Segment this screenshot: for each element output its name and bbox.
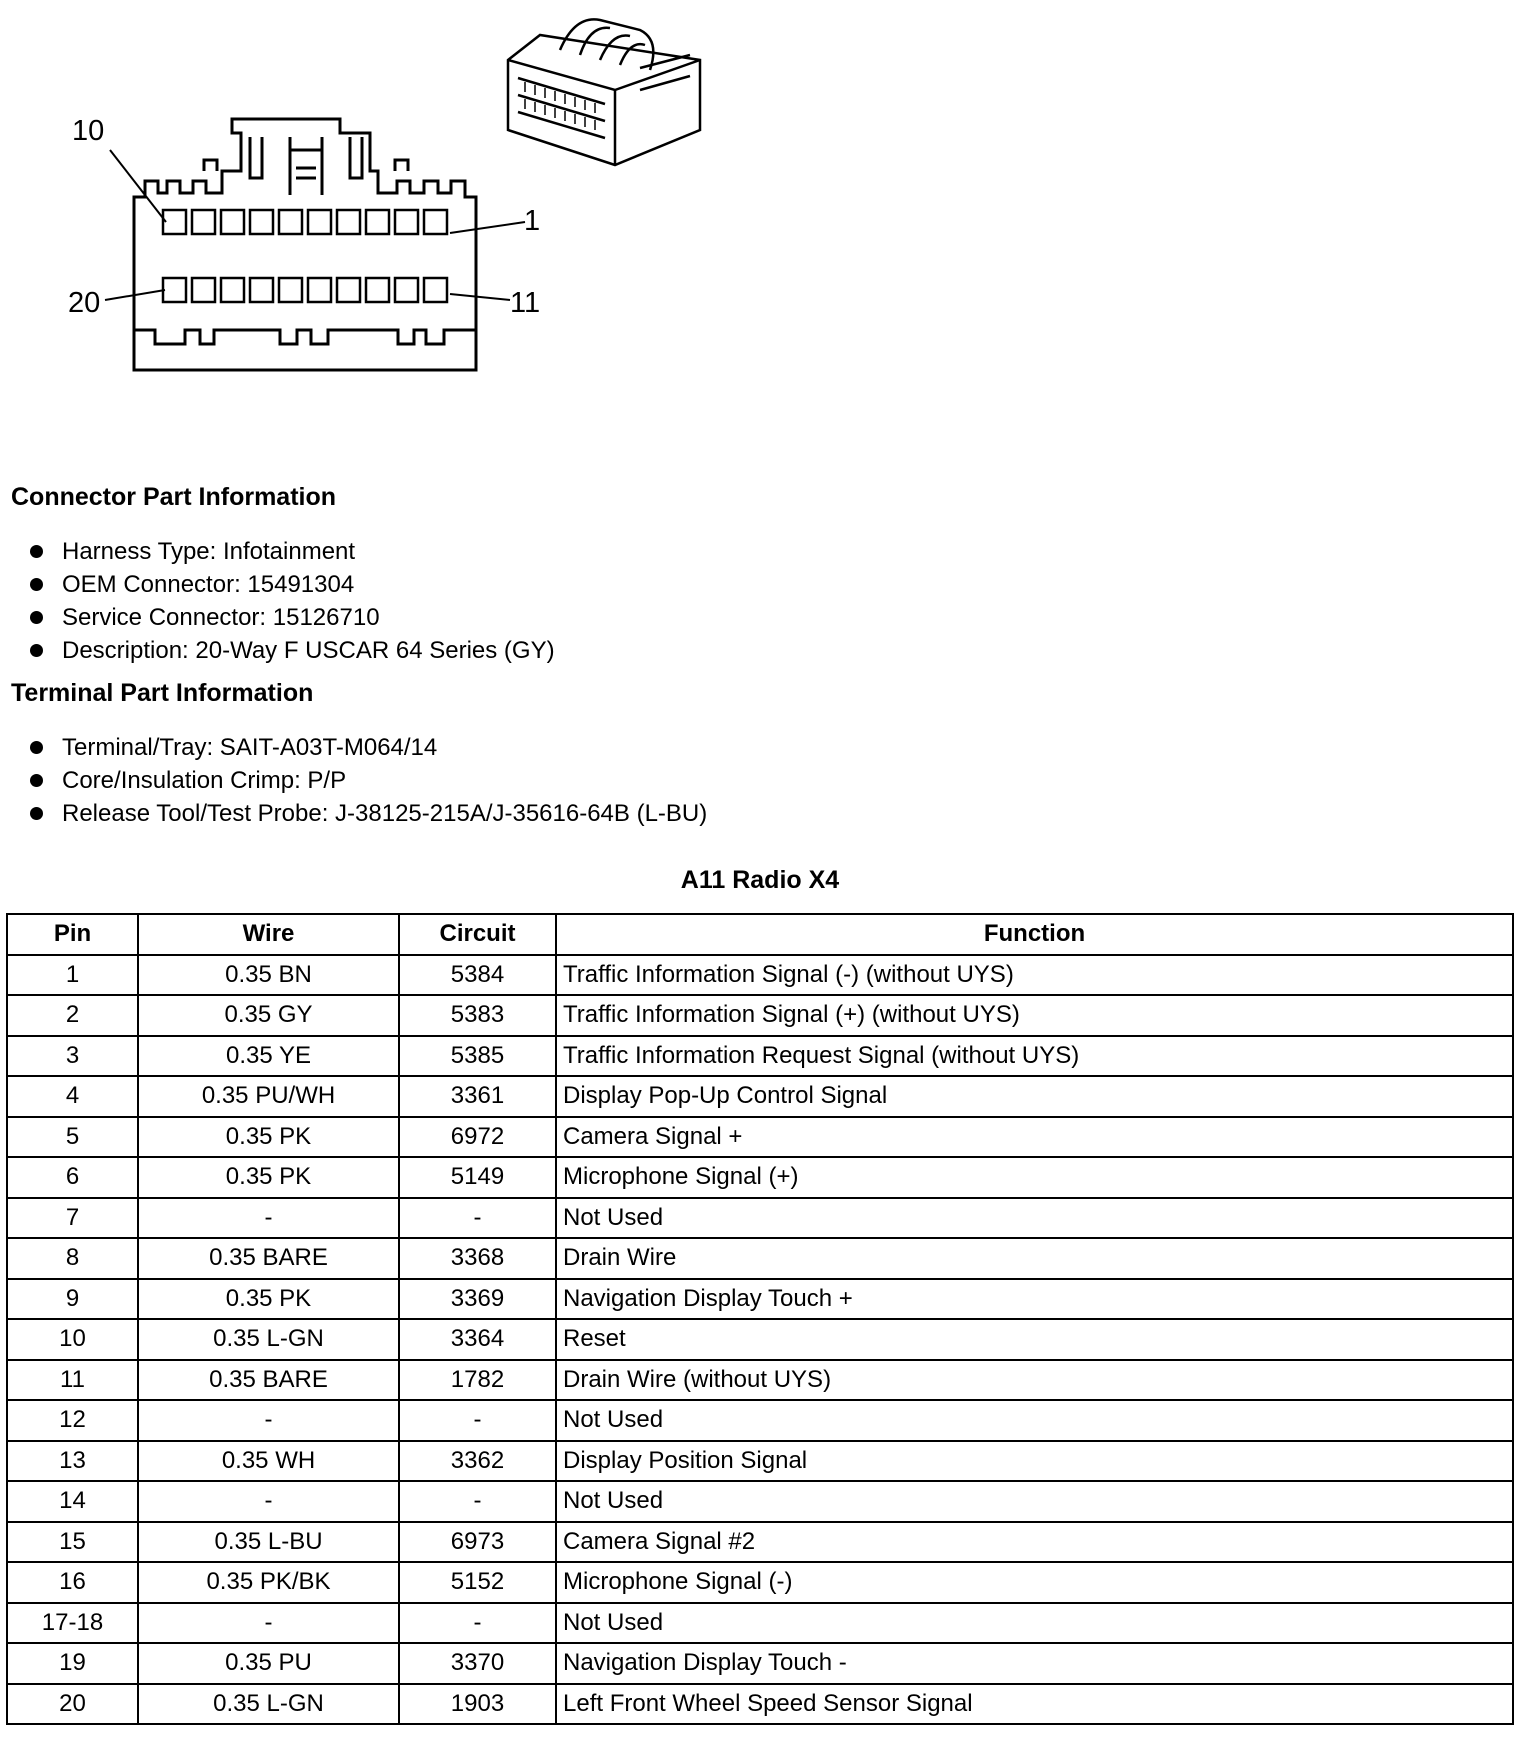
circuit-cell: - <box>399 1400 556 1441</box>
wire-cell: 0.35 BN <box>138 955 399 996</box>
header-wire: Wire <box>138 914 399 955</box>
table-row <box>7 1198 1513 1239</box>
wire-cell: 0.35 PU <box>138 1643 399 1684</box>
function-cell: Traffic Information Signal (+) (without UYS) <box>556 995 1513 1036</box>
cavity <box>424 210 447 234</box>
table-row <box>7 1076 1513 1117</box>
circuit-cell: 3369 <box>399 1279 556 1320</box>
wire-cell: - <box>138 1603 399 1644</box>
circuit-cell: 6973 <box>399 1522 556 1563</box>
pin-cell: 17-18 <box>7 1603 138 1644</box>
cavity <box>163 210 186 234</box>
function-cell: Display Position Signal <box>556 1441 1513 1482</box>
function-cell: Camera Signal + <box>556 1117 1513 1158</box>
circuit-cell: 5149 <box>399 1157 556 1198</box>
table-title: A11 Radio X4 <box>680 866 840 894</box>
circuit-cell: 1903 <box>399 1684 556 1725</box>
pin-cell: 9 <box>7 1279 138 1320</box>
table-row <box>7 1522 1513 1563</box>
cavity <box>395 278 418 302</box>
wire-cell: 0.35 L-GN <box>138 1684 399 1725</box>
pin-cell: 15 <box>7 1522 138 1563</box>
circuit-cell: 5383 <box>399 995 556 1036</box>
table-row <box>7 1319 1513 1360</box>
list-item: OEM Connector: 15491304 <box>30 568 555 601</box>
cavity <box>163 278 186 302</box>
function-cell: Not Used <box>556 1400 1513 1441</box>
function-cell: Microphone Signal (-) <box>556 1562 1513 1603</box>
table-row <box>7 1603 1513 1644</box>
cavity <box>221 278 244 302</box>
table-row <box>7 1279 1513 1320</box>
function-cell: Left Front Wheel Speed Sensor Signal <box>556 1684 1513 1725</box>
pin-label-1: 1 <box>524 205 541 237</box>
table-row <box>7 1238 1513 1279</box>
circuit-cell: 3364 <box>399 1319 556 1360</box>
pin-cell: 12 <box>7 1400 138 1441</box>
wire-cell: 0.35 WH <box>138 1441 399 1482</box>
cavity <box>308 210 331 234</box>
pin-cell: 19 <box>7 1643 138 1684</box>
list-item: Terminal/Tray: SAIT-A03T-M064/14 <box>30 731 707 764</box>
table-header-row <box>7 914 1513 955</box>
function-cell: Not Used <box>556 1603 1513 1644</box>
cavity <box>250 210 273 234</box>
cavity <box>221 210 244 234</box>
table-row <box>7 995 1513 1036</box>
pin-cell: 8 <box>7 1238 138 1279</box>
pinout-table <box>6 913 1514 1725</box>
wire-cell: 0.35 BARE <box>138 1238 399 1279</box>
wire-cell: - <box>138 1198 399 1239</box>
function-cell: Navigation Display Touch - <box>556 1643 1513 1684</box>
function-cell: Camera Signal #2 <box>556 1522 1513 1563</box>
circuit-cell: - <box>399 1198 556 1239</box>
pin-cell: 2 <box>7 995 138 1036</box>
circuit-cell: 5384 <box>399 955 556 996</box>
wire-cell: - <box>138 1400 399 1441</box>
wire-cell: 0.35 PU/WH <box>138 1076 399 1117</box>
header-pin: Pin <box>7 914 138 955</box>
wire-cell: 0.35 BARE <box>138 1360 399 1401</box>
cavity <box>192 210 215 234</box>
function-cell: Traffic Information Signal (-) (without UYS) <box>556 955 1513 996</box>
circuit-cell: 3361 <box>399 1076 556 1117</box>
circuit-cell: 6972 <box>399 1117 556 1158</box>
table-row <box>7 1400 1513 1441</box>
function-cell: Navigation Display Touch + <box>556 1279 1513 1320</box>
pin-cell: 6 <box>7 1157 138 1198</box>
list-item: Release Tool/Test Probe: J-38125-215A/J-35616-64B (L-BU) <box>30 797 707 830</box>
wire-cell: 0.35 YE <box>138 1036 399 1077</box>
function-cell: Drain Wire (without UYS) <box>556 1360 1513 1401</box>
connector-info-title: Connector Part Information <box>11 483 337 511</box>
connector-3d-view <box>508 19 700 165</box>
pin-cell: 16 <box>7 1562 138 1603</box>
pin-cell: 3 <box>7 1036 138 1077</box>
cavity <box>250 278 273 302</box>
table-row <box>7 1643 1513 1684</box>
list-item: Service Connector: 15126710 <box>30 601 555 634</box>
pin-label-11: 11 <box>510 287 541 319</box>
pin-cell: 14 <box>7 1481 138 1522</box>
wire-cell: 0.35 L-GN <box>138 1319 399 1360</box>
table-row <box>7 1036 1513 1077</box>
wire-cell: 0.35 PK <box>138 1279 399 1320</box>
function-cell: Not Used <box>556 1481 1513 1522</box>
pin-label-20: 20 <box>68 287 101 319</box>
function-cell: Reset <box>556 1319 1513 1360</box>
function-cell: Drain Wire <box>556 1238 1513 1279</box>
table-row <box>7 1684 1513 1725</box>
table-row <box>7 1441 1513 1482</box>
header-function: Function <box>556 914 1513 955</box>
cavity <box>279 210 302 234</box>
table-row <box>7 1117 1513 1158</box>
terminal-info-title: Terminal Part Information <box>11 679 314 707</box>
circuit-cell: 3370 <box>399 1643 556 1684</box>
cavity <box>337 210 360 234</box>
cavity <box>395 210 418 234</box>
connector-diagram <box>0 0 760 400</box>
pin-cell: 5 <box>7 1117 138 1158</box>
cavity <box>366 278 389 302</box>
cavity <box>337 278 360 302</box>
wire-cell: 0.35 L-BU <box>138 1522 399 1563</box>
terminal-info-list <box>30 731 707 830</box>
function-cell: Traffic Information Request Signal (without UYS) <box>556 1036 1513 1077</box>
function-cell: Display Pop-Up Control Signal <box>556 1076 1513 1117</box>
pin-cell: 10 <box>7 1319 138 1360</box>
circuit-cell: - <box>399 1481 556 1522</box>
wire-cell: 0.35 PK/BK <box>138 1562 399 1603</box>
function-cell: Microphone Signal (+) <box>556 1157 1513 1198</box>
cavity <box>424 278 447 302</box>
connector-info-list <box>30 535 555 667</box>
header-circuit: Circuit <box>399 914 556 955</box>
list-item: Core/Insulation Crimp: P/P <box>30 764 707 797</box>
function-cell: Not Used <box>556 1198 1513 1239</box>
table-row <box>7 1360 1513 1401</box>
circuit-cell: 5152 <box>399 1562 556 1603</box>
pin-cell: 20 <box>7 1684 138 1725</box>
circuit-cell: 5385 <box>399 1036 556 1077</box>
cavity <box>366 210 389 234</box>
table-row <box>7 1562 1513 1603</box>
pin-cell: 11 <box>7 1360 138 1401</box>
list-item: Harness Type: Infotainment <box>30 535 555 568</box>
pin-label-10: 10 <box>72 115 105 147</box>
wire-cell: - <box>138 1481 399 1522</box>
wire-cell: 0.35 PK <box>138 1157 399 1198</box>
circuit-cell: 3362 <box>399 1441 556 1482</box>
table-row <box>7 1157 1513 1198</box>
table-row <box>7 955 1513 996</box>
wire-cell: 0.35 GY <box>138 995 399 1036</box>
circuit-cell: 3368 <box>399 1238 556 1279</box>
pin-cell: 4 <box>7 1076 138 1117</box>
pin-cell: 1 <box>7 955 138 996</box>
wire-cell: 0.35 PK <box>138 1117 399 1158</box>
cavity <box>308 278 331 302</box>
cavity <box>192 278 215 302</box>
circuit-cell: - <box>399 1603 556 1644</box>
pin-cell: 7 <box>7 1198 138 1239</box>
cavity <box>279 278 302 302</box>
list-item: Description: 20-Way F USCAR 64 Series (GY) <box>30 634 555 667</box>
circuit-cell: 1782 <box>399 1360 556 1401</box>
pin-cell: 13 <box>7 1441 138 1482</box>
table-row <box>7 1481 1513 1522</box>
